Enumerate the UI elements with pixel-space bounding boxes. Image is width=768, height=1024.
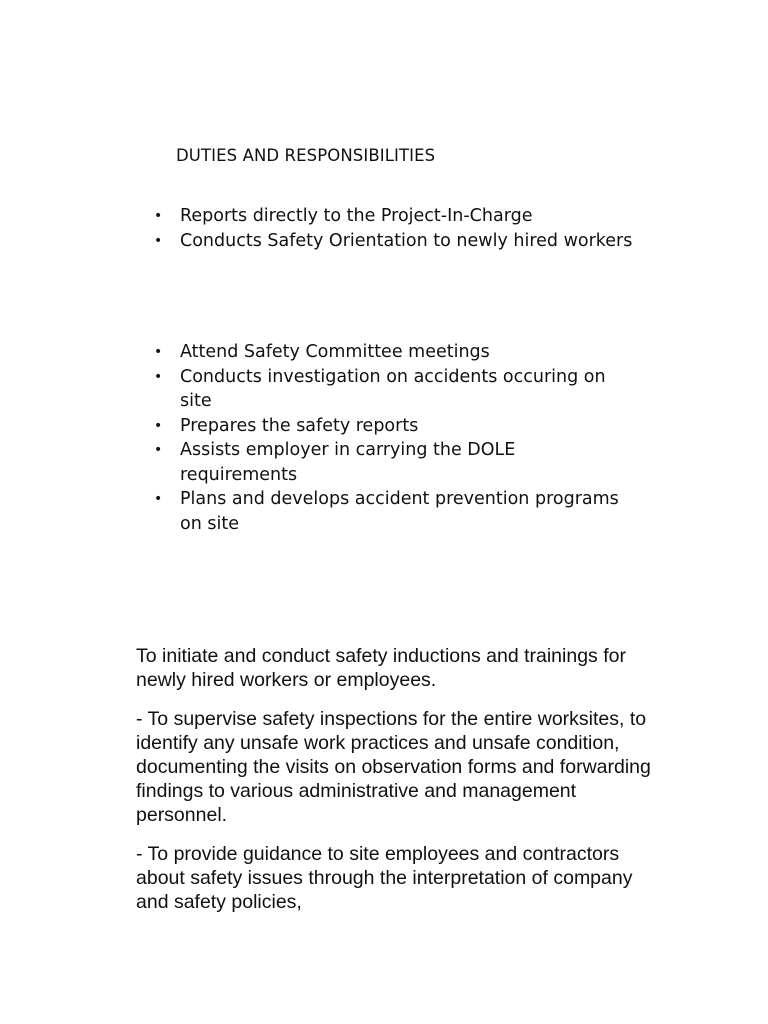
duties-list-secondary — [154, 340, 634, 536]
bullet-icon: • — [154, 417, 163, 434]
list-item — [154, 340, 634, 365]
list-item — [154, 229, 634, 254]
list-item — [154, 414, 634, 439]
page-title: DUTIES AND RESPONSIBILITIES — [176, 146, 436, 165]
bullet-icon: • — [154, 208, 163, 224]
list-item — [154, 487, 634, 536]
list-item — [154, 204, 634, 229]
list-item-text: Conducts Safety Orientation to newly hired workers — [180, 230, 633, 251]
list-item-text: Reports directly to the Project-In-Charge — [180, 206, 533, 226]
list-item — [154, 365, 634, 414]
bullet-icon: • — [154, 442, 163, 458]
duties-list-primary — [154, 204, 634, 253]
bullet-icon: • — [154, 368, 163, 385]
list-item-text: Attend Safety Committee meetings — [180, 342, 490, 362]
bullet-icon: • — [154, 491, 163, 507]
paragraph-inspections: - To supervise safety inspections for the entire worksites, to identify any unsafe work practices and unsafe condition, documenting the visits on observation forms and forwarding findings to various administrative and management personnel. — [136, 708, 651, 826]
paragraph-guidance: - To provide guidance to site employees and contractors about safety issues through the interpretation of company and safety policies, — [136, 843, 633, 913]
list-item-text: Plans and develops accident prevention programs on site — [180, 489, 619, 534]
paragraph-inductions: To initiate and conduct safety inductions and trainings for newly hired workers or employees. — [136, 645, 626, 691]
list-item-text: Conducts investigation on accidents occuring on site — [180, 366, 606, 411]
list-item — [154, 438, 634, 487]
list-item-text: Assists employer in carrying the DOLE requirements — [180, 440, 516, 485]
bullet-icon: • — [154, 344, 163, 360]
bullet-icon: • — [154, 232, 163, 249]
list-item-text: Prepares the safety reports — [180, 415, 419, 436]
